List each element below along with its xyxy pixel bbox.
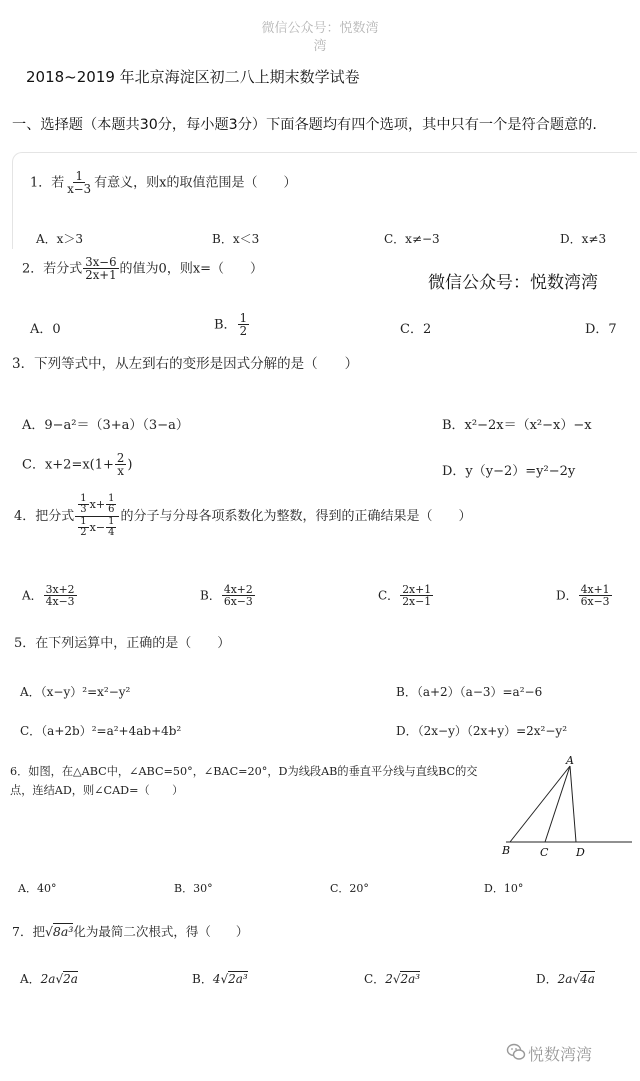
q4-stem-text: 的分子与分母各项系数化为整数，得到的正确结果是（ ） xyxy=(120,508,472,524)
q4-opta-label: A． xyxy=(22,588,43,603)
q4-d2-den: 4 xyxy=(108,527,115,539)
q6-option-a: A．40° xyxy=(18,882,57,895)
q2-option-b-label: B． xyxy=(214,317,237,333)
q4-n1-num: 1 xyxy=(80,493,87,504)
q3-optc-fraction xyxy=(115,452,126,478)
q4-opta-den: 4x−3 xyxy=(45,595,75,609)
q7-option-b: B．4√2a³ xyxy=(192,972,248,986)
question-5-stem: 5．在下列运算中，正确的是（ ） xyxy=(14,636,231,651)
q3-option-c xyxy=(22,452,132,478)
q5-option-d: D．（2x−y）（2x+y）=2x²−y² xyxy=(396,724,568,738)
q4-d1 xyxy=(78,517,88,539)
q4-n-mid: x+ xyxy=(89,497,106,511)
q4-optc-num: 2x+1 xyxy=(402,583,432,596)
q1-frac-den: x−3 xyxy=(67,182,92,197)
q3-option-b: B．x²−2x＝（x²−x）−x xyxy=(442,418,592,433)
question-7-stem xyxy=(12,922,248,940)
document-title: 2018~2019 年北京海淀区初二八上期末数学试卷 xyxy=(26,68,360,86)
q4-compound-num xyxy=(75,494,119,517)
q4-n2-den: 6 xyxy=(108,504,115,516)
q4-optc-label: C． xyxy=(378,588,400,603)
q6-segment-ad xyxy=(570,766,576,842)
q4-compound-den xyxy=(75,517,119,539)
q7-opta-coef: 2a xyxy=(40,972,56,986)
q4-opta-fraction xyxy=(44,584,77,608)
q2-option-a: A．0 xyxy=(30,322,61,337)
q7-opta-radicand: 2a xyxy=(63,972,78,986)
q1-option-c: C．x≠−3 xyxy=(384,232,440,246)
q4-n1 xyxy=(78,494,88,516)
q4-n1-den: 3 xyxy=(80,504,87,516)
q4-option-b xyxy=(200,584,256,608)
question-3-stem: 3．下列等式中，从左到右的变形是因式分解的是（ ） xyxy=(12,356,359,372)
q4-compound-fraction xyxy=(75,494,119,539)
q1-option-a: A．x＞3 xyxy=(36,232,84,246)
q7-optd-label: D． xyxy=(536,972,558,986)
q7-optb-radicand: 2a³ xyxy=(228,972,248,986)
q4-optb-fraction xyxy=(222,584,255,608)
q6-option-b: B．30° xyxy=(174,882,213,895)
q7-optd-coef: 2a xyxy=(557,972,573,986)
q4-optc-den: 2x−1 xyxy=(402,595,432,609)
q4-optd-num: 4x+1 xyxy=(580,583,610,596)
q1-number: 1．若 xyxy=(30,175,65,191)
header-watermark-line2: 湾 xyxy=(313,39,327,54)
q6-segment-ab xyxy=(510,766,570,842)
q4-optb-num: 4x+2 xyxy=(223,583,253,596)
q2-option-b xyxy=(214,312,250,338)
q2-stem-text: 的值为0，则x=（ ） xyxy=(119,261,264,277)
question-6-line1: 6．如图，在△ABC中，∠ABC=50°，∠BAC=20°，D为线段AB的垂直平分线与直线BC的交 xyxy=(10,765,478,778)
header-watermark-line1: 微信公众号：悦数湾 xyxy=(261,21,379,36)
q2-option-c: C．2 xyxy=(400,322,432,337)
q7-optc-label: C． xyxy=(364,972,386,986)
q4-d2-num: 1 xyxy=(108,515,115,527)
question-6-line2: 点，连结AD，则∠CAD=（ ） xyxy=(10,784,184,797)
q4-optd-den: 6x−3 xyxy=(580,595,610,609)
question-card-border xyxy=(12,152,637,249)
q7-option-a: A．2a√2a xyxy=(20,972,78,986)
q4-opta-num: 3x+2 xyxy=(45,583,75,596)
q4-optc-fraction xyxy=(400,584,433,608)
q3-option-d: D．y（y−2）=y²−2y xyxy=(442,464,576,479)
q4-d1-num: 1 xyxy=(80,515,87,527)
q2-frac-den: 2x+1 xyxy=(85,268,117,283)
q6-segment-ac xyxy=(545,766,570,842)
q7-pre: 7．把 xyxy=(12,924,45,939)
q2-optb-num: 1 xyxy=(239,311,247,325)
q4-option-a xyxy=(22,584,78,608)
q2-optb-den: 2 xyxy=(239,324,247,339)
q1-frac-num: 1 xyxy=(75,169,83,183)
q7-post: 化为最简二次根式，得（ ） xyxy=(73,924,249,939)
q1-option-d: D．x≠3 xyxy=(560,232,607,246)
q3-optc-den: x xyxy=(117,464,124,479)
q2-option-b-fraction xyxy=(238,312,249,338)
wechat-icon xyxy=(506,1042,526,1062)
q6-label-a: A xyxy=(566,756,574,767)
q4-optd-label: D． xyxy=(556,588,578,603)
q7-optd-radicand: 4a xyxy=(580,972,595,986)
q6-label-b: B xyxy=(502,844,511,857)
header-watermark xyxy=(0,20,640,56)
q7-radicand: 8a³ xyxy=(52,924,74,939)
q2-option-d: D．7 xyxy=(585,322,617,337)
q4-option-c xyxy=(378,584,434,608)
q6-label-d: D xyxy=(576,846,585,859)
q6-option-d: D．10° xyxy=(484,882,524,895)
q7-optb-coef: 4 xyxy=(212,972,221,986)
q2-number: 2．若分式 xyxy=(22,261,83,277)
mid-watermark: 微信公众号：悦数湾湾 xyxy=(428,273,598,293)
q4-optb-den: 6x−3 xyxy=(223,595,253,609)
q3-optc-post: ) xyxy=(127,457,133,473)
footer-watermark: 悦数湾湾 xyxy=(528,1045,593,1064)
q1-fraction xyxy=(65,170,93,196)
q3-optc-pre: C．x+2=x(1+ xyxy=(22,457,114,473)
q7-optc-radicand: 2a³ xyxy=(400,972,421,986)
q3-optc-num: 2 xyxy=(116,451,125,465)
q6-triangle-figure xyxy=(496,756,636,860)
q4-number: 4．把分式 xyxy=(14,508,75,524)
q7-option-c: C．2√2a³ xyxy=(364,972,421,986)
q5-option-b: B．（a+2）（a−3）=a²−6 xyxy=(396,685,543,699)
q4-d-mid: x− xyxy=(89,520,106,534)
q7-optb-label: B． xyxy=(192,972,213,986)
q4-optd-fraction xyxy=(579,584,612,608)
q4-option-d xyxy=(556,584,613,608)
q6-label-c: C xyxy=(540,846,549,859)
q2-frac-num: 3x−6 xyxy=(85,255,117,269)
q4-n2-num: 1 xyxy=(108,493,115,504)
q7-opta-label: A． xyxy=(20,972,41,986)
q1-option-b: B．x＜3 xyxy=(212,232,260,246)
q7-optc-coef: 2 xyxy=(385,972,393,986)
question-2-stem xyxy=(22,256,263,282)
q2-fraction xyxy=(83,256,118,282)
q7-radical: √8a³ xyxy=(44,924,74,939)
q4-n2 xyxy=(106,494,116,516)
question-4-stem xyxy=(14,494,471,539)
q7-option-d: D．2a√4a xyxy=(536,972,595,986)
q4-optb-label: B． xyxy=(200,588,221,603)
question-1-stem xyxy=(30,170,296,196)
q5-option-c: C．（a+2b）²=a²+4ab+4b² xyxy=(20,724,182,738)
q4-d2 xyxy=(106,517,116,539)
q5-option-a: A．（x−y）²=x²−y² xyxy=(20,685,131,699)
q1-stem-text: 有意义，则x的取值范围是（ ） xyxy=(94,175,297,191)
q3-option-a: A．9−a²＝（3+a）（3−a） xyxy=(22,418,189,433)
q4-d1-den: 2 xyxy=(80,527,87,539)
q6-option-c: C．20° xyxy=(330,882,369,895)
section-heading: 一、选择题（本题共30分，每小题3分）下面各题均有四个选项，其中只有一个是符合题意的. xyxy=(12,117,597,133)
